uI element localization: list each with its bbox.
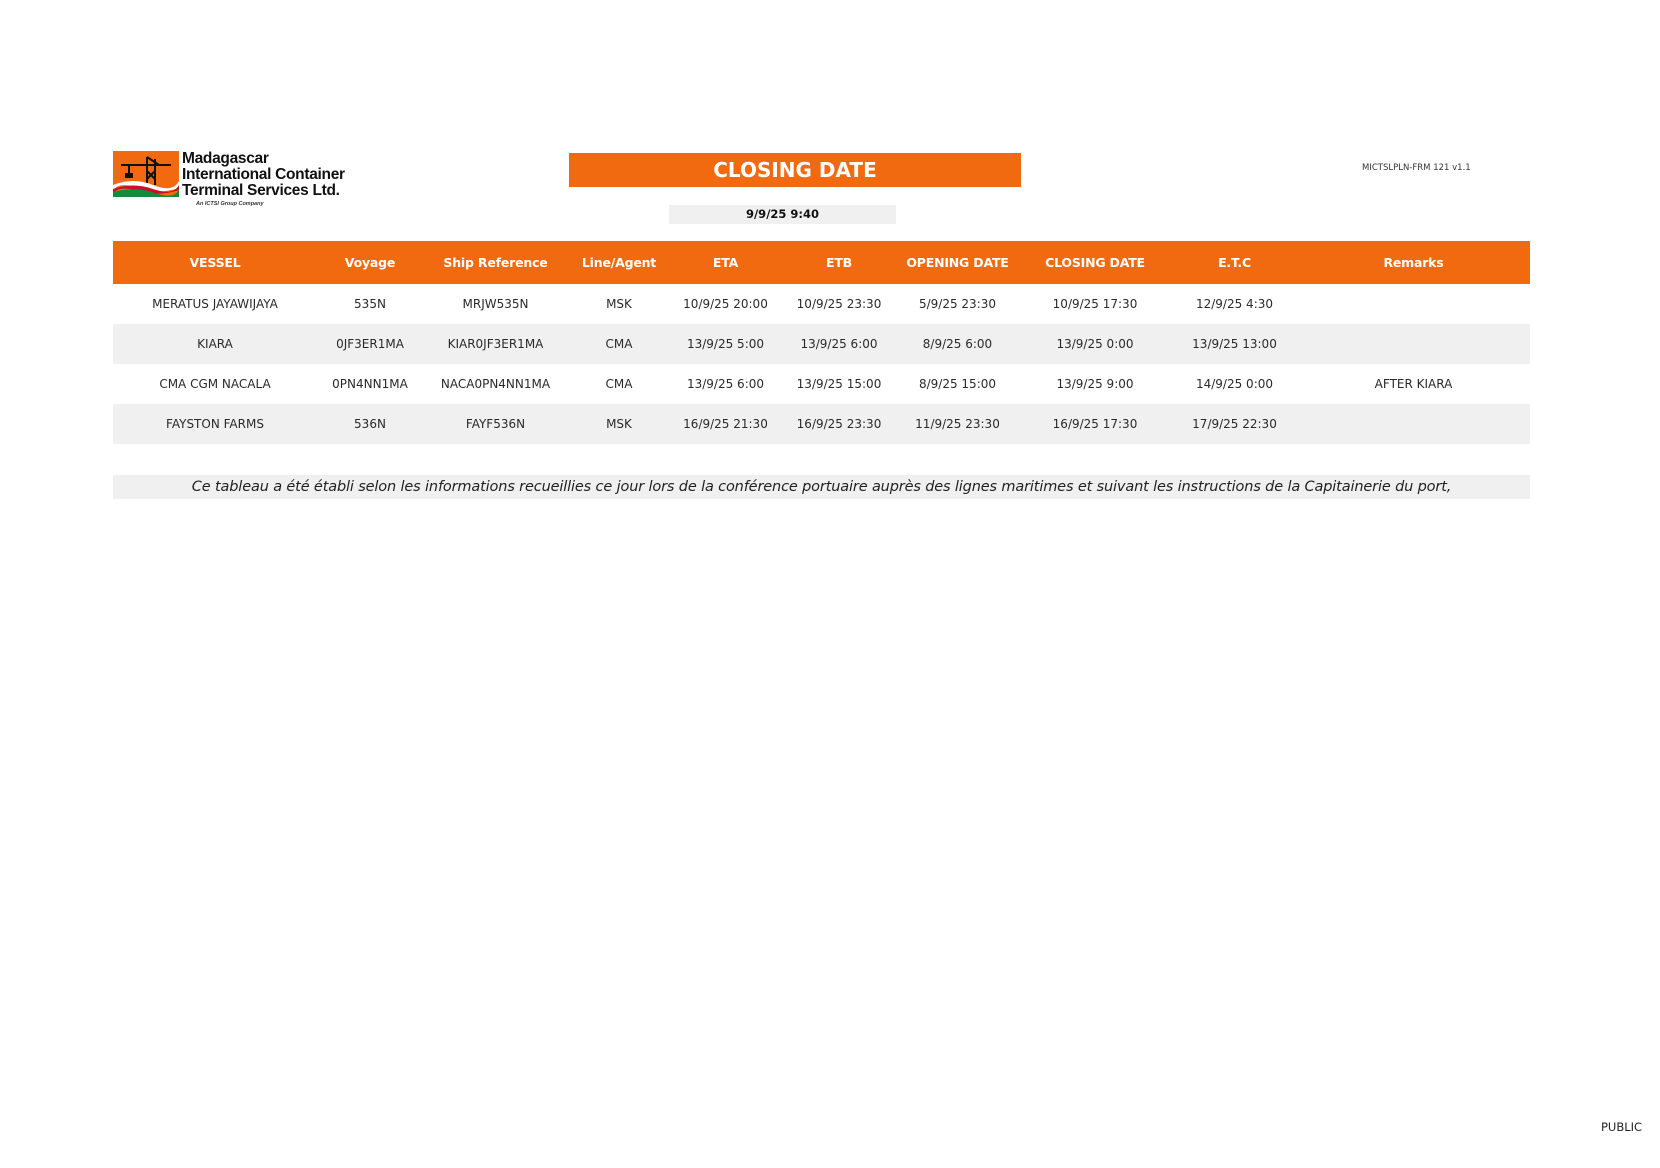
remarks-cell — [1297, 404, 1530, 444]
table-row — [113, 404, 1530, 444]
ship-reference-cell: KIAR0JF3ER1MA — [447, 337, 544, 351]
voyage-cell: 536N — [354, 417, 386, 431]
company-logo — [113, 151, 353, 211]
page-title: CLOSING DATE — [569, 153, 1021, 187]
remarks-cell — [1297, 284, 1530, 324]
opening-date-cell: 11/9/25 23:30 — [915, 417, 1000, 431]
table-row — [113, 324, 1530, 364]
vessel-schedule-table — [113, 241, 1530, 444]
etb-cell: 13/9/25 6:00 — [800, 337, 878, 351]
column-header-etb: ETB — [826, 255, 852, 270]
line-agent-cell: CMA — [605, 337, 633, 351]
ship-reference-cell: MRJW535N — [462, 297, 529, 311]
schedule-note: Ce tableau a été établi selon les informations recueillies ce jour lors de la conférence portuaire auprès des lignes maritimes et suivant les instructions de la Capitainerie du port, — [113, 475, 1530, 499]
company-tagline: An ICTSI Group Company — [196, 201, 264, 207]
table-row — [113, 364, 1530, 404]
opening-date-cell: 8/9/25 6:00 — [922, 337, 993, 351]
column-header-ship-reference: Ship Reference — [443, 255, 548, 270]
column-header-etc: E.T.C — [1218, 255, 1251, 270]
column-header-vessel: VESSEL — [189, 255, 241, 270]
vessel-cell: CMA CGM NACALA — [159, 377, 271, 391]
eta-cell: 10/9/25 20:00 — [683, 297, 768, 311]
table-header-row — [113, 241, 1530, 284]
column-header-opening-date: OPENING DATE — [906, 255, 1009, 270]
ship-reference-cell: FAYF536N — [465, 417, 526, 431]
remarks-cell — [1297, 324, 1530, 364]
etb-cell: 16/9/25 23:30 — [796, 417, 882, 431]
line-agent-cell: CMA — [605, 377, 633, 391]
crane-logo-icon — [113, 151, 179, 197]
report-timestamp: 9/9/25 9:40 — [669, 205, 896, 224]
column-header-voyage: Voyage — [344, 255, 396, 270]
eta-cell: 16/9/25 21:30 — [683, 417, 768, 431]
line-agent-cell: MSK — [606, 417, 632, 431]
vessel-cell: KIARA — [197, 337, 233, 351]
opening-date-cell: 5/9/25 23:30 — [918, 297, 997, 311]
closing-date-cell: 13/9/25 9:00 — [1056, 377, 1134, 391]
etc-cell: 13/9/25 13:00 — [1192, 337, 1277, 351]
classification-label: PUBLIC — [1601, 1120, 1643, 1134]
column-header-line-agent: Line/Agent — [581, 255, 657, 270]
etb-cell: 13/9/25 15:00 — [796, 377, 882, 391]
company-name-line: Madagascar — [182, 150, 269, 167]
opening-date-cell: 8/9/25 15:00 — [918, 377, 997, 391]
etc-cell: 17/9/25 22:30 — [1192, 417, 1277, 431]
voyage-cell: 535N — [354, 297, 386, 311]
column-header-closing-date: CLOSING DATE — [1045, 255, 1145, 270]
closing-date-cell: 13/9/25 0:00 — [1056, 337, 1134, 351]
etc-cell: 14/9/25 0:00 — [1195, 377, 1274, 391]
line-agent-cell: MSK — [606, 297, 632, 311]
eta-cell: 13/9/25 5:00 — [686, 337, 765, 351]
voyage-cell: 0JF3ER1MA — [336, 337, 404, 351]
etc-cell: 12/9/25 4:30 — [1195, 297, 1274, 311]
vessel-cell: FAYSTON FARMS — [166, 417, 264, 431]
company-name — [182, 151, 345, 199]
column-header-remarks: Remarks — [1383, 255, 1444, 270]
ship-reference-cell: NACA0PN4NN1MA — [440, 377, 551, 391]
column-header-eta: ETA — [712, 255, 739, 270]
company-name-line: International Container — [182, 166, 345, 183]
closing-date-cell: 16/9/25 17:30 — [1052, 417, 1138, 431]
voyage-cell: 0PN4NN1MA — [332, 377, 408, 391]
eta-cell: 13/9/25 6:00 — [686, 377, 765, 391]
closing-date-cell: 10/9/25 17:30 — [1052, 297, 1138, 311]
remarks-cell: AFTER KIARA — [1374, 377, 1453, 391]
company-name-line: Terminal Services Ltd. — [182, 182, 340, 199]
table-row — [113, 284, 1530, 324]
etb-cell: 10/9/25 23:30 — [796, 297, 882, 311]
vessel-cell: MERATUS JAYAWIJAYA — [152, 297, 278, 311]
form-code: MICTSLPLN-FRM 121 v1.1 — [1362, 163, 1471, 173]
